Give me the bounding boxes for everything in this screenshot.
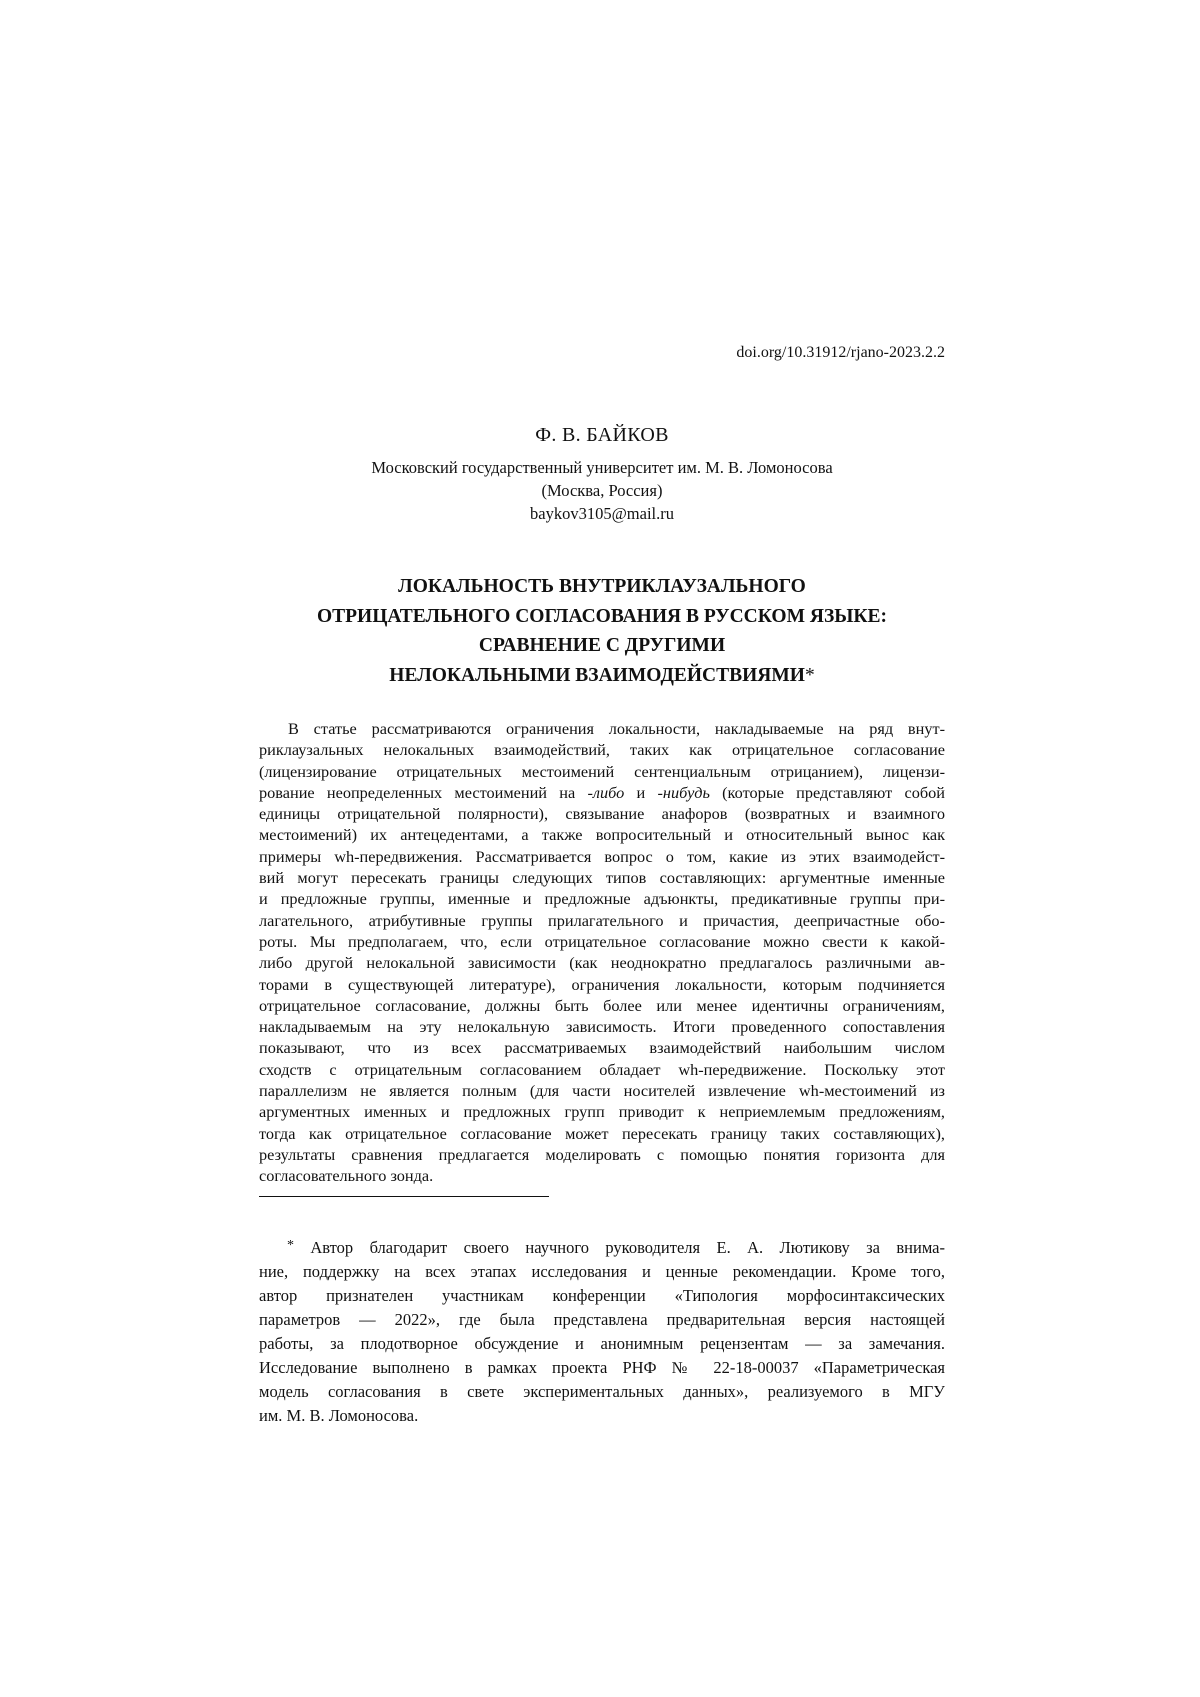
abstract-line: примеры wh-передвижения. Рассматривается вопрос о том, какие из этих взаимодейст- — [259, 846, 945, 866]
abstract-line: результаты сравнения предлагается моделировать с помощью понятия горизонта для — [259, 1144, 945, 1164]
abstract-line: либо другой нелокальной зависимости (как неоднократно предлагалось различными ав- — [259, 953, 945, 973]
abstract-line: согласовательного зонда. — [259, 1166, 434, 1186]
footnote-line: ние, поддержку на всех этапах исследования и ценные рекомендации. Кроме того, — [259, 1262, 945, 1281]
author-name: Ф. В. БАЙКОВ — [535, 424, 669, 446]
abstract-line: накладываемым на эту нелокальную зависимость. Итоги проведенного сопоставления — [259, 1017, 945, 1037]
italic-suffix-nibud: -нибудь — [657, 782, 710, 802]
footnote-line: работы, за плодотворное обсуждение и анонимным рецензентам — за замечания. — [259, 1334, 945, 1353]
footnote-line: модель согласования в свете экспериментальных данных», реализуемого в МГУ — [259, 1382, 945, 1401]
italic-suffix-libo: -либо — [587, 782, 625, 802]
footnote-line: им. М. В. Ломоносова. — [259, 1406, 419, 1425]
footnote-line: автор признателен участникам конференции «Типология морфосинтаксических — [259, 1286, 945, 1305]
abstract-line: тогда как отрицательное согласование может пересекать границу таких составляющих), — [259, 1123, 945, 1143]
affiliation-location: (Москва, Россия) — [541, 481, 663, 500]
abstract-line-tail: (которые представляют собой — [722, 782, 945, 802]
abstract-line: (лицензирование отрицательных местоимений сентенциальным отрицанием), лицензи- — [259, 761, 945, 781]
abstract-line: отрицательное согласование, должны быть более или менее идентичны ограничениям, — [259, 995, 945, 1015]
footnote — [259, 1236, 945, 1428]
abstract-conj: и — [636, 782, 646, 802]
author-affiliation — [259, 456, 945, 525]
abstract-line — [259, 782, 945, 803]
title-line — [259, 661, 945, 691]
abstract-line: сходств с отрицательным согласованием обладает wh-передвижение. Поскольку этот — [259, 1059, 945, 1079]
abstract-line: В статье рассматриваются ограничения локальности, накладываемые на ряд внут- — [288, 719, 945, 738]
abstract-line: риклаузальных нелокальных взаимодействий, таких как отрицательное согласование — [259, 740, 945, 760]
abstract-line: параллелизм не является полным (для части носителей извлечение wh-местоимений из — [259, 1081, 945, 1101]
title-line: ЛОКАЛЬНОСТЬ ВНУТРИКЛАУЗАЛЬНОГО — [398, 576, 806, 597]
footnote-line: Исследование выполнено в рамках проекта РНФ № 22-18-00037 «Параметрическая — [259, 1358, 945, 1377]
footnote-line-text: Автор благодарит своего научного руководителя Е. А. Лютикову за внима- — [310, 1238, 945, 1257]
abstract-line: вий могут пересекать границы следующих типов составляющих: аргументные именные — [259, 868, 945, 888]
author-email[interactable]: baykov3105@mail.ru — [530, 504, 674, 523]
title-line: ОТРИЦАТЕЛЬНОГО СОГЛАСОВАНИЯ В РУССКОМ ЯЗЫКЕ: — [316, 605, 888, 627]
abstract-line: аргументных именных и предложных групп приводит к неприемлемым предложениям, — [259, 1102, 945, 1122]
affiliation-university: Московский государственный университет им. М. В. Ломоносова — [371, 458, 833, 477]
footnote-divider — [259, 1196, 549, 1197]
doi-link[interactable]: doi.org/10.31912/rjano-2023.2.2 — [736, 344, 945, 361]
abstract-line: и предложные группы, именные и предложные адъюнкты, предикативные группы при- — [259, 889, 945, 909]
abstract-line: торами в существующей литературе), ограничения локальности, которым подчиняется — [259, 974, 945, 994]
article-title — [259, 572, 945, 690]
title-line-text: НЕЛОКАЛЬНЫМИ ВЗАИМОДЕЙСТВИЯМИ — [389, 664, 805, 686]
abstract-line: роты. Мы предполагаем, что, если отрицательное согласование можно свести к какой- — [259, 931, 945, 951]
footnote-line: параметров — 2022», где была представлена предварительная версия настоящей — [259, 1310, 945, 1329]
abstract — [259, 718, 945, 1187]
abstract-line: лагательного, атрибутивные группы прилагательного и причастия, деепричастные обо- — [259, 910, 945, 930]
title-footnote-mark[interactable]: * — [804, 664, 815, 686]
abstract-line-start: рование неопределенных местоимений на — [259, 782, 576, 802]
abstract-line: единицы отрицательной полярности), связывание анафоров (возвратных и взаимного — [259, 804, 945, 824]
footnote-line — [259, 1236, 945, 1260]
footnote-mark: * — [287, 1238, 294, 1253]
abstract-line: местоимений) их антецедентами, а также вопросительный и относительный вынос как — [259, 825, 945, 845]
abstract-line: показывают, что из всех рассматриваемых взаимодействий наибольшим числом — [259, 1038, 945, 1058]
title-line: СРАВНЕНИЕ С ДРУГИМИ — [478, 635, 726, 656]
